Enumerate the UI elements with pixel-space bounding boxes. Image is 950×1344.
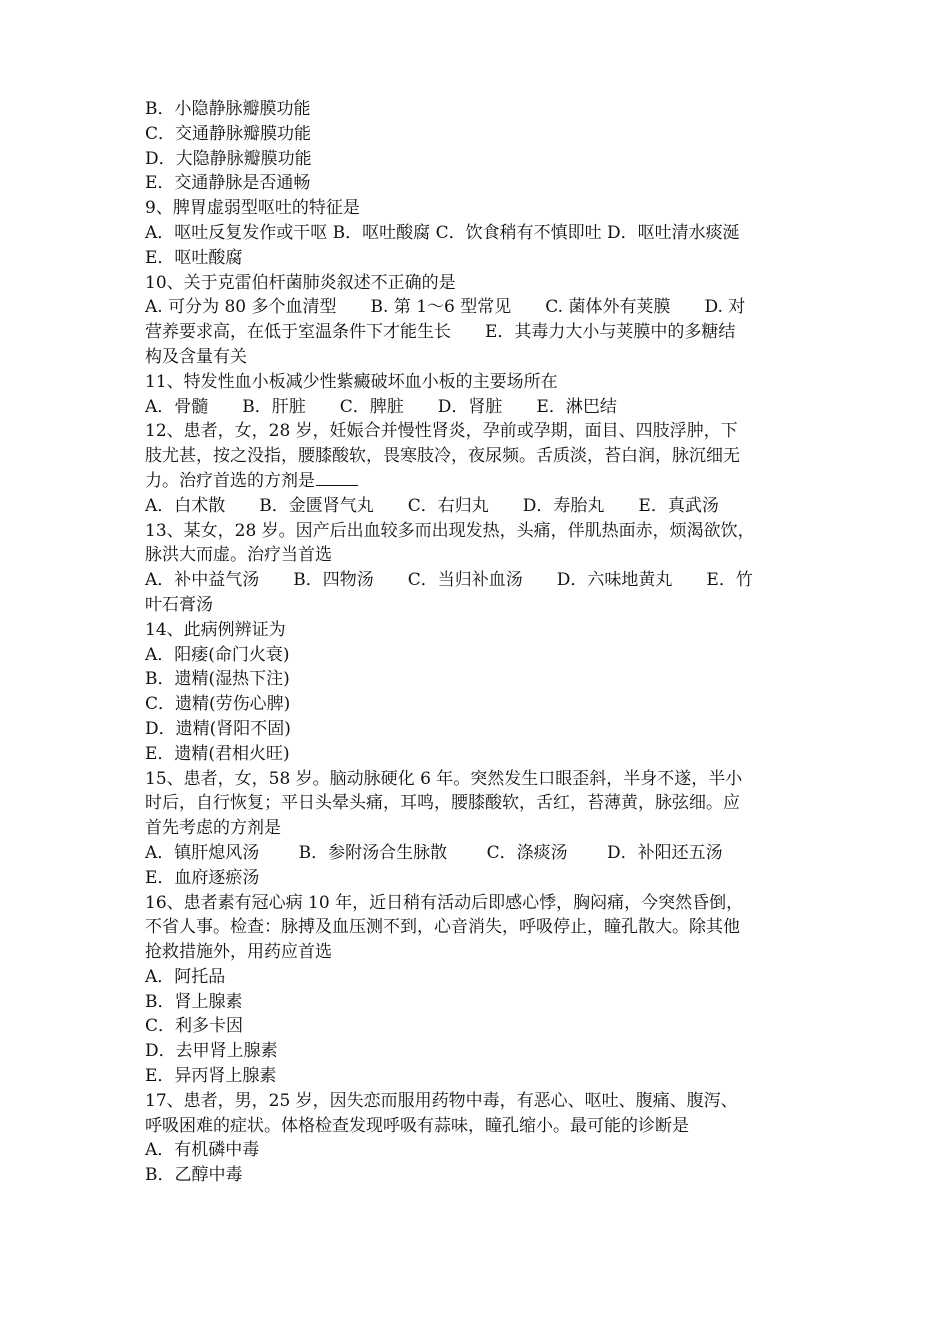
question-line: 9、脾胃虚弱型呕吐的特征是 — [145, 198, 360, 219]
question-line: 10、关于克雷伯杆菌肺炎叙述不正确的是 — [145, 272, 456, 293]
question-line: 首先考虑的方剂是 — [145, 818, 281, 839]
question-text: 力。治疗首选的方剂是 — [145, 470, 315, 491]
option-line: A．有机磷中毒 — [145, 1140, 260, 1161]
question-line: 抢救措施外，用药应首选 — [145, 942, 332, 963]
option-line: 营养要求高，在低于室温条件下才能生长 E．其毒力大小与荚膜中的多糖结 — [145, 322, 736, 343]
question-line: 17、患者，男，25 岁，因失恋而服用药物中毒，有恶心、呕吐、腹痛、腹泻、 — [145, 1090, 738, 1111]
question-line: 肢尤甚，按之没指，腰膝酸软，畏寒肢冷，夜尿频。舌质淡，苔白润，脉沉细无 — [145, 446, 740, 467]
option-line: D．大隐静脉瓣膜功能 — [145, 148, 312, 169]
option-line: E．呕吐酸腐 — [145, 247, 243, 268]
option-line: A．呕吐反复发作或干呕 B．呕吐酸腐 C．饮食稍有不慎即吐 D．呕吐清水痰涎 — [145, 222, 740, 243]
option-line: D．去甲肾上腺素 — [145, 1041, 278, 1062]
option-line: A．阿托品 — [145, 966, 226, 987]
question-line: 14、此病例辨证为 — [145, 619, 286, 640]
option-line: A．白术散 B．金匮肾气丸 C．右归丸 D．寿胎丸 E．真武汤 — [145, 495, 719, 516]
question-line-with-blank — [145, 469, 815, 494]
question-line: 12、患者，女，28 岁，妊娠合并慢性肾炎，孕前或孕期，面目、四肢浮肿，下 — [145, 421, 738, 442]
option-line: E．交通静脉是否通畅 — [145, 173, 311, 194]
option-line: B．小隐静脉瓣膜功能 — [145, 99, 311, 119]
question-line: 15、患者，女，58 岁。脑动脉硬化 6 年。突然发生口眼歪斜，半身不遂，半小 — [145, 768, 743, 789]
option-line: C．利多卡因 — [145, 1016, 244, 1037]
option-line: B．乙醇中毒 — [145, 1165, 243, 1186]
question-line: 呼吸困难的症状。体格检查发现呼吸有蒜味，瞳孔缩小。最可能的诊断是 — [145, 1115, 689, 1136]
option-line: B．遗精(湿热下注) — [145, 669, 290, 690]
option-line: A．补中益气汤 B．四物汤 C．当归补血汤 D．六味地黄丸 E．竹 — [145, 570, 753, 591]
question-line: 时后，自行恢复；平日头晕头痛，耳鸣，腰膝酸软，舌红，苔薄黄，脉弦细。应 — [145, 793, 740, 814]
option-line: E．遗精(君相火旺) — [145, 743, 290, 764]
option-line: D．遗精(肾阳不固) — [145, 718, 291, 739]
option-line: B．肾上腺素 — [145, 991, 243, 1012]
answer-blank — [316, 471, 358, 486]
question-line: 11、特发性血小板减少性紫癜破坏血小板的主要场所在 — [145, 371, 558, 392]
option-line: E．血府逐瘀汤 — [145, 867, 260, 888]
question-line: 16、患者素有冠心病 10 年，近日稍有活动后即感心悸，胸闷痛，今突然昏倒， — [145, 892, 744, 913]
option-line: A．骨髓 B．肝脏 C．脾脏 D．肾脏 E．淋巴结 — [145, 396, 617, 417]
option-line: A．镇肝熄风汤 B．参附汤合生脉散 C．涤痰汤 D．补阳还五汤 — [145, 842, 723, 863]
question-line: 脉洪大而虚。治疗当首选 — [145, 545, 332, 566]
option-line: A．阳痿(命门火衰) — [145, 644, 290, 665]
question-line: 13、某女，28 岁。因产后出血较多而出现发热，头痛，伴肌热面赤，烦渴欲饮， — [145, 520, 755, 541]
option-line: C．交通静脉瓣膜功能 — [145, 123, 312, 144]
option-line: E．异丙肾上腺素 — [145, 1066, 277, 1087]
option-line: A. 可分为 80 多个血清型 B. 第 1～6 型常见 C. 菌体外有荚膜 D. 对 — [145, 297, 746, 318]
question-line: 不省人事。检查：脉搏及血压测不到，心音消失，呼吸停止，瞳孔散大。除其他 — [145, 917, 740, 938]
option-line: 叶石膏汤 — [145, 594, 213, 615]
option-line: 构及含量有关 — [145, 346, 247, 367]
option-line: C．遗精(劳伤心脾) — [145, 694, 291, 715]
document-page — [145, 97, 815, 1188]
